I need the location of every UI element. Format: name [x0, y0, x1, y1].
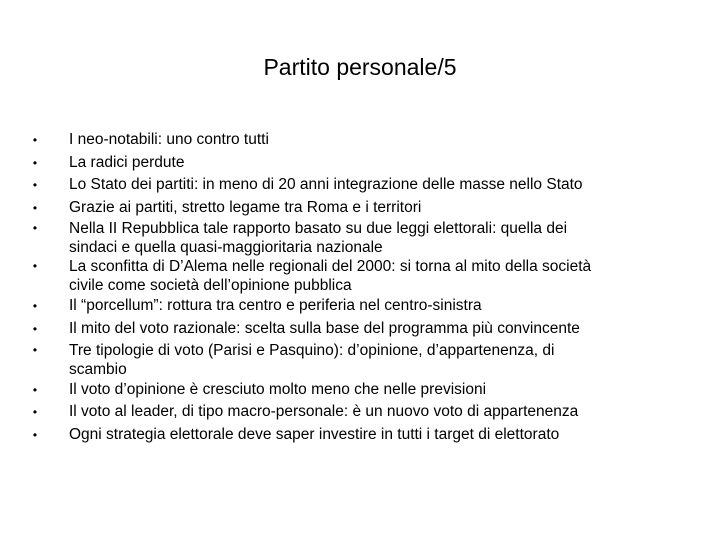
bullet-dot-icon: • [32, 155, 38, 170]
bullet-item [0, 219, 720, 257]
bullet-item [0, 295, 720, 318]
bullet-item [0, 174, 720, 197]
bullet-text [69, 174, 696, 197]
bullet-text-line: Il voto d’opinione è cresciuto molto meno che nelle previsioni [69, 380, 487, 398]
bullet-text [69, 152, 696, 175]
bullet-text-line: scambio [69, 360, 127, 378]
bullet-text-line: I neo-notabili: uno contro tutti [69, 131, 269, 148]
bullet-text-line: civile come società dell’opinione pubblica [69, 277, 352, 295]
bullet-text-line: Ogni strategia elettorale deve saper investire in tutti i target di elettorato [69, 425, 560, 443]
bullet-item [0, 424, 720, 447]
bullet-dot-icon: • [32, 200, 38, 215]
bullet-text [69, 424, 696, 447]
bullet-text [69, 219, 696, 257]
bullet-text-line: Il voto al leader, di tipo macro-personale: è un nuovo voto di appartenenza [69, 403, 579, 421]
bullet-text-line: Il mito del voto razionale: scelta sulla base del programma più convincente [69, 319, 580, 337]
bullet-text [69, 295, 696, 318]
bullet-item [0, 197, 720, 220]
bullet-dot-icon: • [32, 178, 38, 193]
bullet-item [0, 401, 720, 424]
bullet-text-line: La radici perdute [69, 153, 185, 171]
bullet-dot-icon: • [32, 221, 38, 236]
bullet-dot-icon: • [32, 427, 38, 442]
bullet-dot-icon: • [32, 259, 38, 274]
bullet-item [0, 129, 720, 152]
bullet-dot-icon: • [32, 342, 38, 357]
bullet-item [0, 152, 720, 175]
bullet-text [69, 401, 696, 424]
bullet-text-line: Grazie ai partiti, stretto legame tra Roma e i territori [69, 198, 422, 216]
slide-title: Partito personale/5 [263, 54, 457, 80]
bullet-text [69, 318, 696, 341]
bullet-text-line: Tre tipologie di voto (Parisi e Pasquino): d’opinione, d’appartenenza, di [69, 341, 555, 359]
bullet-item [0, 341, 720, 379]
bullet-item [0, 318, 720, 341]
bullet-text-line: Il “porcellum”: rottura tra centro e periferia nel centro-sinistra [69, 297, 482, 315]
bullet-text [69, 129, 696, 152]
bullet-text [69, 257, 696, 295]
bullet-text [69, 341, 696, 379]
bullet-dot-icon: • [32, 133, 38, 147]
bullet-list [0, 129, 720, 446]
bullet-dot-icon: • [32, 299, 38, 314]
bullet-item [0, 379, 720, 402]
bullet-text [69, 379, 696, 402]
bullet-item [0, 257, 720, 295]
bullet-text-line: Lo Stato dei partiti: in meno di 20 anni integrazione delle masse nello Stato [69, 176, 583, 194]
bullet-text [69, 197, 696, 220]
bullet-dot-icon: • [32, 321, 38, 336]
bullet-dot-icon: • [32, 405, 38, 420]
bullet-text-line: sindaci e quella quasi-maggioritaria nazionale [69, 239, 383, 257]
bullet-dot-icon: • [32, 382, 38, 397]
bullet-text-line: La sconfitta di D’Alema nelle regionali del 2000: si torna al mito della società [69, 258, 592, 276]
bullet-text-line: Nella II Repubblica tale rapporto basato su due leggi elettorali: quella dei [69, 220, 568, 238]
